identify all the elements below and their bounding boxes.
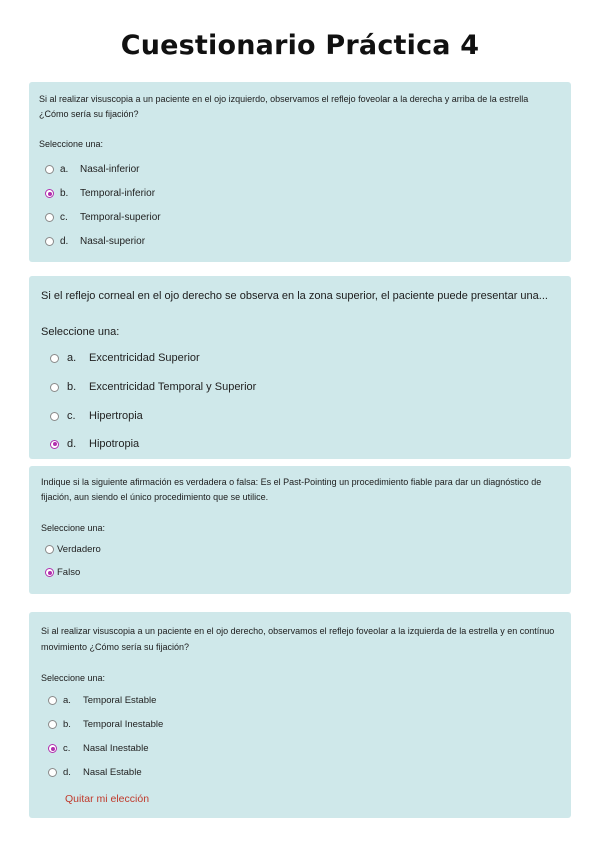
option-letter: a.: [67, 352, 77, 364]
option-label: Temporal Inestable: [83, 719, 164, 730]
answer-option-a[interactable]: [50, 352, 200, 364]
select-one-prompt: Seleccione una:: [41, 326, 120, 338]
select-one-prompt: Seleccione una:: [41, 673, 106, 683]
radio-button-selected[interactable]: [45, 568, 54, 577]
answer-option-d[interactable]: [48, 767, 142, 778]
question-card-4: [29, 612, 571, 818]
option-label: Excentricidad Temporal y Superior: [89, 381, 257, 393]
question-card-3: [29, 466, 571, 594]
radio-button-selected[interactable]: [50, 440, 59, 449]
option-label: Falso: [57, 567, 81, 578]
option-label: Nasal Estable: [83, 767, 142, 778]
option-letter: c.: [67, 410, 76, 422]
answer-option-d[interactable]: [50, 438, 139, 450]
option-letter: c.: [63, 743, 71, 754]
answer-option-b[interactable]: [50, 381, 256, 393]
option-label: Temporal Estable: [83, 695, 157, 706]
option-letter: b.: [67, 381, 77, 393]
answer-option-d[interactable]: [45, 236, 145, 247]
option-label: Nasal Inestable: [83, 743, 149, 754]
radio-button[interactable]: [48, 768, 57, 777]
option-label: Temporal-superior: [80, 212, 161, 223]
answer-option-b[interactable]: [48, 719, 163, 730]
radio-button[interactable]: [45, 165, 54, 174]
question-text: Si al realizar visuscopia a un paciente en el ojo derecho, observamos el reflejo foveolar a la izquierda de la estrella y en contínuo movimiento ¿Cómo sería su fijación?: [41, 626, 555, 652]
option-label: Nasal-inferior: [80, 164, 140, 175]
option-letter: a.: [60, 164, 69, 175]
answer-option-c[interactable]: [45, 212, 161, 223]
question-card-1: [29, 82, 571, 262]
question-text: Si el reflejo corneal en el ojo derecho se observa en la zona superior, el paciente puede presentar una...: [41, 290, 548, 302]
radio-button[interactable]: [48, 696, 57, 705]
option-letter: b.: [60, 188, 69, 199]
radio-button[interactable]: [45, 213, 54, 222]
answer-option-c[interactable]: [50, 410, 143, 422]
option-label: Nasal-superior: [80, 236, 146, 247]
page-title: Cuestionario Práctica 4: [120, 30, 480, 61]
option-label: Hipotropia: [89, 438, 140, 450]
question-card-2: [29, 276, 571, 459]
question-text: Si al realizar visuscopia a un paciente en el ojo izquierdo, observamos el reflejo foveolar a la derecha y arriba de la estrella ¿Cómo sería su fijación?: [39, 94, 529, 119]
radio-button-selected[interactable]: [48, 744, 57, 753]
option-letter: d.: [60, 236, 69, 247]
question-text: Indique si la siguiente afirmación es verdadera o falsa: Es el Past-Pointing un procedimiento fiable para dar un diagnóstico de fijación, aun siendo el único procedimiento que se utilice.: [41, 477, 542, 502]
radio-button[interactable]: [48, 720, 57, 729]
radio-button[interactable]: [50, 354, 59, 363]
option-label: Excentricidad Superior: [89, 352, 200, 364]
option-letter: b.: [63, 719, 71, 730]
select-one-prompt: Seleccione una:: [39, 139, 104, 149]
option-letter: c.: [60, 212, 68, 223]
radio-button[interactable]: [45, 545, 54, 554]
radio-button[interactable]: [50, 412, 59, 421]
option-label: Hipertropia: [89, 410, 143, 422]
option-label: Verdadero: [57, 544, 101, 555]
radio-button[interactable]: [45, 237, 54, 246]
clear-choice-link[interactable]: Quitar mi elección: [65, 793, 150, 805]
option-letter: d.: [67, 438, 77, 450]
answer-option-c[interactable]: [48, 743, 148, 754]
option-label: Temporal-inferior: [80, 188, 156, 199]
answer-option-a[interactable]: [48, 695, 156, 706]
answer-option-a[interactable]: [45, 164, 139, 175]
option-letter: a.: [63, 695, 71, 706]
radio-button[interactable]: [50, 383, 59, 392]
option-letter: d.: [63, 767, 71, 778]
radio-button-selected[interactable]: [45, 189, 54, 198]
answer-option-false[interactable]: [45, 567, 80, 578]
select-one-prompt: Seleccione una:: [41, 523, 106, 533]
answer-option-b[interactable]: [45, 188, 155, 199]
answer-option-true[interactable]: [45, 544, 101, 555]
